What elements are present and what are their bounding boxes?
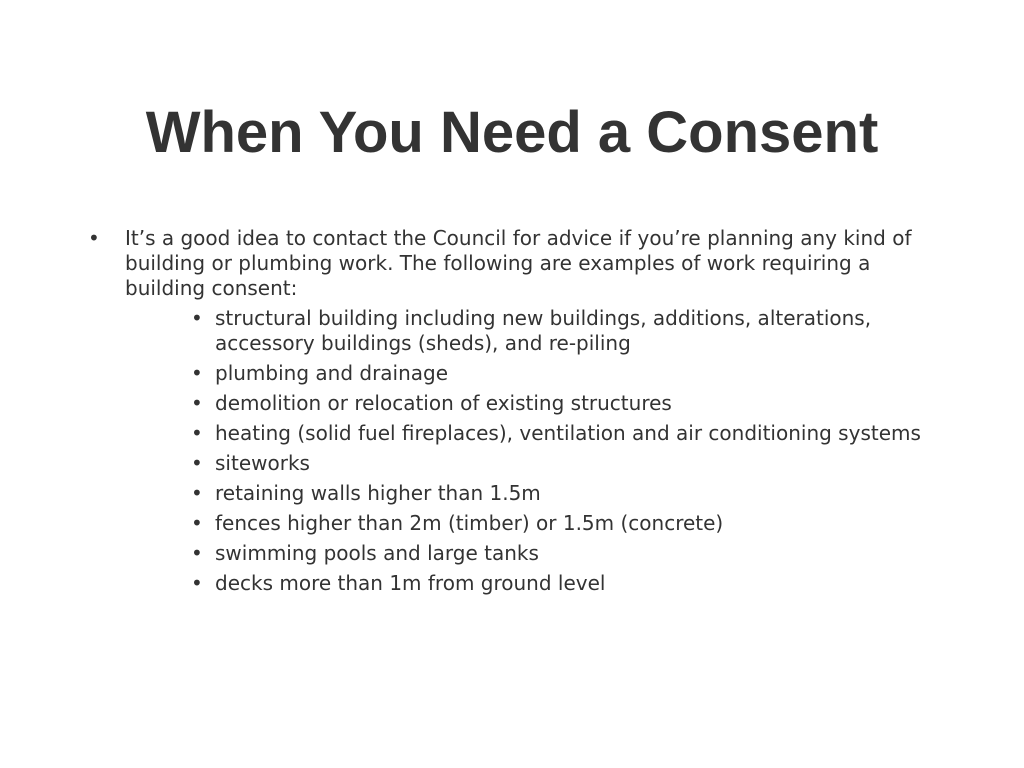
bullet-icon: • [191,511,203,535]
examples-list [88,306,948,596]
list-item [191,481,948,506]
list-item [191,361,948,386]
slide-title: When You Need a Consent [145,100,879,165]
list-item-text: fences higher than 2m (timber) or 1.5m (concrete) [215,511,724,535]
list-item-text: structural building including new buildings, additions, alterations, accessory buildings (sheds), and re-piling [215,306,872,355]
list-item [191,306,948,356]
list-item [191,421,948,446]
list-item [191,571,948,596]
list-item [191,541,948,566]
list-item-text: demolition or relocation of existing structures [215,391,672,415]
list-item-text: retaining walls higher than 1.5m [215,481,541,505]
bullet-icon: • [191,481,203,505]
list-item-text: swimming pools and large tanks [215,541,539,565]
list-item-text: decks more than 1m from ground level [215,571,606,595]
bullet-icon: • [191,306,203,330]
list-item-text: plumbing and drainage [215,361,449,385]
bullet-icon: • [191,391,203,415]
list-item [191,451,948,476]
bullet-icon: • [191,451,203,475]
bullet-icon: • [88,226,100,250]
list-item-text: siteworks [215,451,310,475]
bullet-icon: • [191,541,203,565]
bullet-icon: • [191,361,203,385]
list-item [191,391,948,416]
bullet-icon: • [191,571,203,595]
bullet-icon: • [191,421,203,445]
main-bullet-item [88,226,948,301]
intro-text: It’s a good idea to contact the Council for advice if you’re planning any kind of building or plumbing work. The following are examples of work requiring a building consent: [125,226,912,300]
list-item [191,511,948,536]
list-item-text: heating (solid fuel fireplaces), ventilation and air conditioning systems [215,421,921,445]
slide-body [88,226,948,601]
